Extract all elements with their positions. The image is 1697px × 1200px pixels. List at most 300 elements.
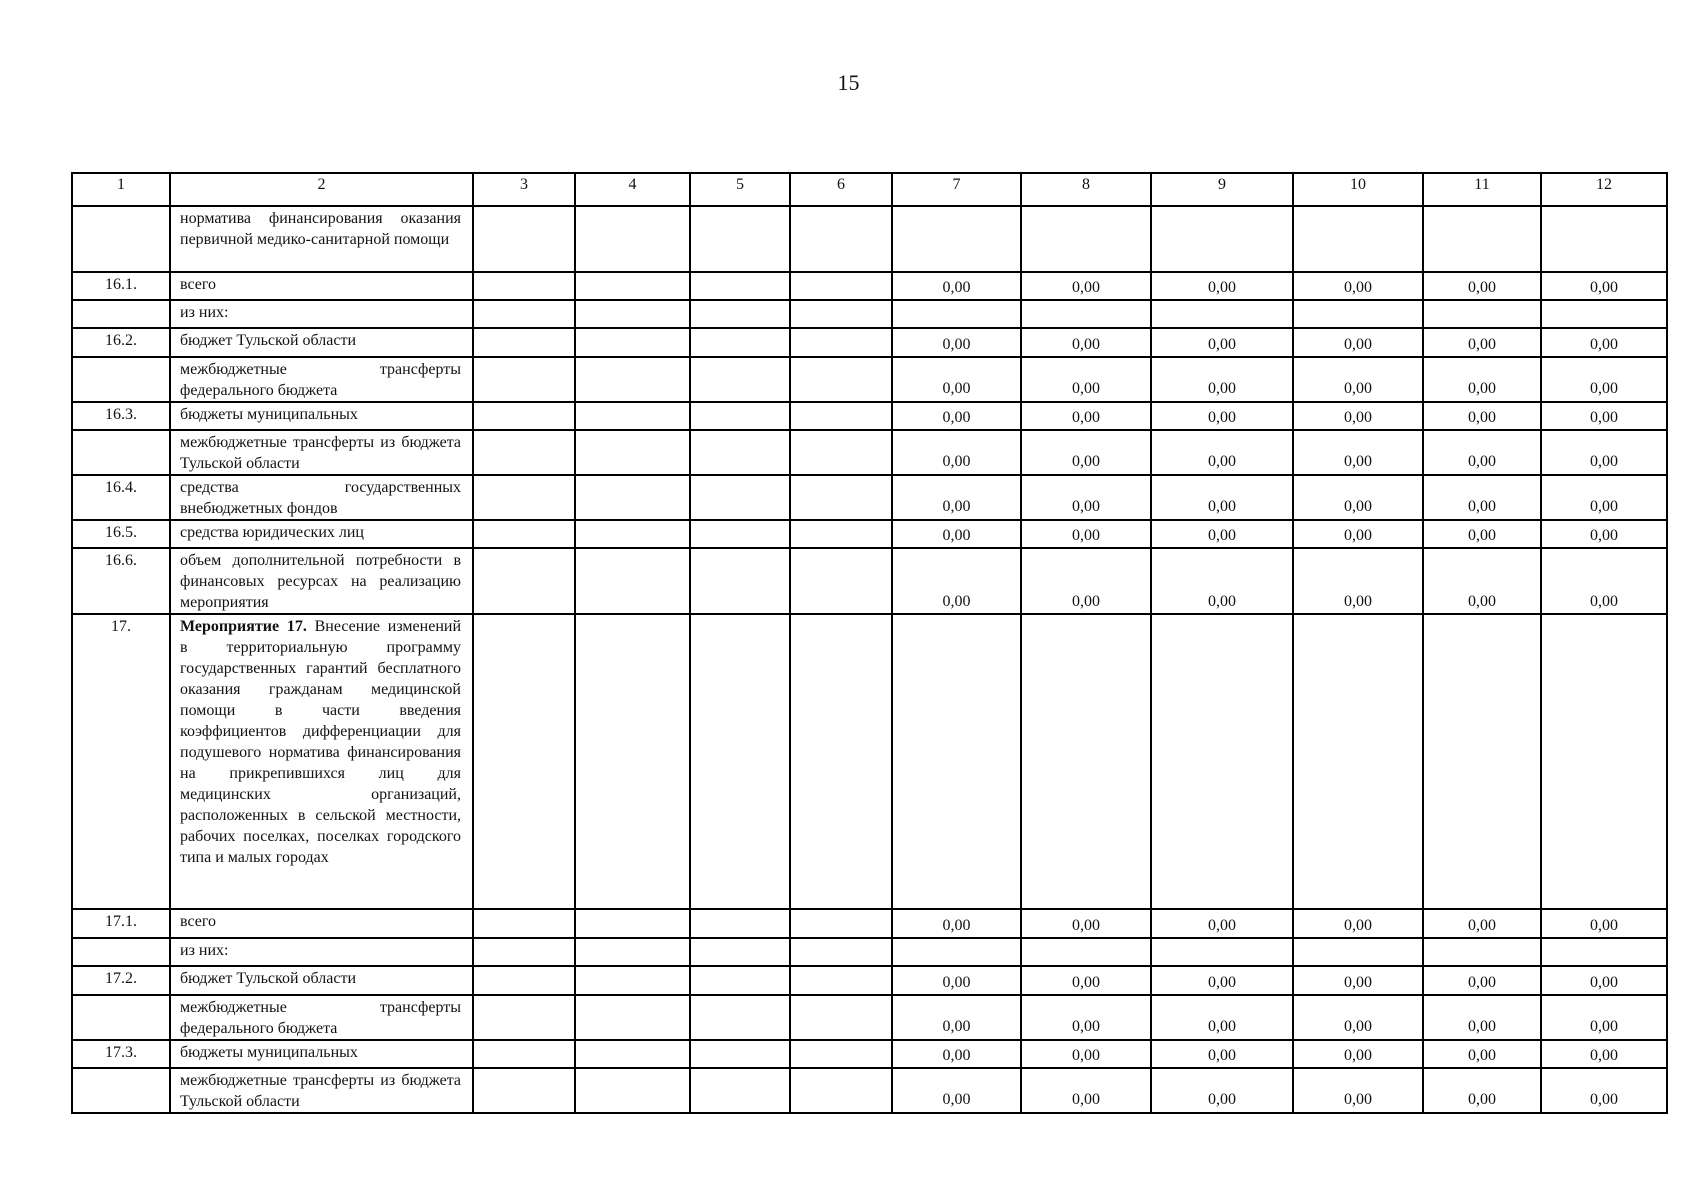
- value-text: [893, 270, 1020, 271]
- value-cell: [1423, 614, 1541, 909]
- value-cell: [1423, 1040, 1541, 1068]
- row-number: 17.3.: [72, 1040, 170, 1068]
- empty-cell: [575, 1040, 690, 1068]
- empty-cell: [690, 966, 790, 995]
- value-text: 0,00: [1072, 917, 1100, 934]
- value-cell: [1021, 520, 1151, 548]
- value-text: 0,00: [942, 453, 971, 470]
- empty-cell: [690, 1040, 790, 1068]
- value-cell: [1151, 520, 1293, 548]
- value-text: 0,00: [942, 380, 971, 397]
- column-header: 4: [575, 173, 690, 206]
- value-text: 0,00: [1344, 527, 1372, 544]
- value-text: [1152, 326, 1292, 327]
- value-cell: [1151, 938, 1293, 966]
- table-row: [72, 614, 1667, 909]
- empty-cell: [473, 1040, 575, 1068]
- description-text: средства юридических лиц: [180, 524, 364, 541]
- empty-cell: [790, 300, 892, 328]
- value-text: 0,00: [1590, 917, 1618, 934]
- empty-cell: [790, 909, 892, 938]
- value-cell: [1541, 430, 1667, 475]
- row-number: [72, 206, 170, 272]
- row-description: [170, 272, 473, 300]
- value-cell: [1541, 206, 1667, 272]
- value-cell: [892, 995, 1021, 1040]
- row-description: [170, 1040, 473, 1068]
- value-cell: [1293, 300, 1423, 328]
- column-header: 11: [1423, 173, 1541, 206]
- value-text: 0,00: [1344, 498, 1372, 515]
- value-cell: [1293, 475, 1423, 520]
- column-header: 7: [892, 173, 1021, 206]
- row-description: [170, 520, 473, 548]
- table-row: [72, 1040, 1667, 1068]
- value-text: 0,00: [1072, 1091, 1100, 1108]
- empty-cell: [690, 272, 790, 300]
- value-text: [1294, 270, 1422, 271]
- empty-cell: [690, 548, 790, 614]
- value-text: 0,00: [1590, 409, 1618, 426]
- value-cell: [892, 548, 1021, 614]
- value-text: 0,00: [1208, 527, 1236, 544]
- empty-cell: [473, 402, 575, 430]
- value-text: 0,00: [1590, 380, 1618, 397]
- description-text: бюджеты муниципальных: [180, 406, 358, 423]
- value-text: 0,00: [1072, 453, 1100, 470]
- value-cell: [1293, 614, 1423, 909]
- row-description: [170, 1068, 473, 1113]
- table-row: [72, 520, 1667, 548]
- empty-cell: [690, 1068, 790, 1113]
- empty-cell: [790, 520, 892, 548]
- row-number: 16.3.: [72, 402, 170, 430]
- row-description: [170, 614, 473, 909]
- value-cell: [892, 328, 1021, 357]
- value-cell: [892, 402, 1021, 430]
- empty-cell: [790, 206, 892, 272]
- row-number: 16.5.: [72, 520, 170, 548]
- value-text: 0,00: [1344, 593, 1372, 610]
- value-text: 0,00: [1468, 380, 1496, 397]
- value-cell: [1541, 300, 1667, 328]
- value-text: 0,00: [1208, 1091, 1236, 1108]
- value-text: [893, 964, 1020, 965]
- empty-cell: [575, 300, 690, 328]
- description-text: из них:: [180, 942, 229, 959]
- description-text: Внесение изменений в территориальную программу государственных гарантий бесплатного оказания гражданам медицинской помощи в части введения коэффициентов дифференциации для подушевого норматива финансирования на прикрепившихся лиц для медицинских организаций, расположенных в сельской местности, рабочих поселках, поселках городского типа и малых городах: [180, 618, 461, 866]
- value-cell: [1293, 995, 1423, 1040]
- value-cell: [1541, 475, 1667, 520]
- value-cell: [1423, 548, 1541, 614]
- row-description: [170, 475, 473, 520]
- value-text: 0,00: [1072, 380, 1100, 397]
- empty-cell: [690, 995, 790, 1040]
- empty-cell: [473, 938, 575, 966]
- value-text: [1294, 964, 1422, 965]
- value-text: 0,00: [1208, 453, 1236, 470]
- value-text: 0,00: [942, 498, 971, 515]
- value-cell: [1151, 206, 1293, 272]
- value-text: 0,00: [1208, 380, 1236, 397]
- value-text: 0,00: [942, 1091, 971, 1108]
- empty-cell: [575, 272, 690, 300]
- value-cell: [1541, 402, 1667, 430]
- row-description: [170, 430, 473, 475]
- value-text: 0,00: [1072, 974, 1100, 991]
- description-text: межбюджетные трансферты из бюджета Тульской области: [180, 434, 461, 472]
- table-row: [72, 1068, 1667, 1113]
- value-cell: [1423, 402, 1541, 430]
- row-description: [170, 938, 473, 966]
- empty-cell: [690, 475, 790, 520]
- value-text: 0,00: [942, 1047, 971, 1064]
- value-cell: [1151, 1068, 1293, 1113]
- value-text: 0,00: [1468, 974, 1496, 991]
- table-row: [72, 995, 1667, 1040]
- empty-cell: [690, 430, 790, 475]
- row-number: [72, 1068, 170, 1113]
- value-cell: [1541, 272, 1667, 300]
- value-cell: [1423, 206, 1541, 272]
- value-cell: [1541, 548, 1667, 614]
- value-text: 0,00: [1468, 1047, 1496, 1064]
- value-text: 0,00: [1208, 593, 1236, 610]
- value-text: 0,00: [1590, 498, 1618, 515]
- value-text: 0,00: [1468, 336, 1496, 353]
- value-text: [1022, 907, 1150, 908]
- row-description: [170, 357, 473, 402]
- activity-title: Мероприятие 17.: [180, 618, 307, 635]
- value-text: 0,00: [1344, 453, 1372, 470]
- value-text: 0,00: [1208, 917, 1236, 934]
- value-text: [1424, 326, 1540, 327]
- value-cell: [1423, 966, 1541, 995]
- value-cell: [1151, 995, 1293, 1040]
- value-text: [1152, 964, 1292, 965]
- value-text: 0,00: [1072, 527, 1100, 544]
- value-text: 0,00: [1208, 1018, 1236, 1035]
- page-number: 15: [837, 70, 860, 95]
- column-header: 12: [1541, 173, 1667, 206]
- row-number: 17.: [72, 614, 170, 909]
- empty-cell: [473, 995, 575, 1040]
- value-cell: [1541, 520, 1667, 548]
- value-cell: [1021, 1040, 1151, 1068]
- row-number: 16.4.: [72, 475, 170, 520]
- value-cell: [1293, 328, 1423, 357]
- value-cell: [892, 520, 1021, 548]
- column-header: 5: [690, 173, 790, 206]
- table-row: [72, 475, 1667, 520]
- value-text: 0,00: [1072, 1018, 1100, 1035]
- value-cell: [1151, 328, 1293, 357]
- header-row: [72, 173, 1667, 206]
- empty-cell: [575, 206, 690, 272]
- empty-cell: [575, 357, 690, 402]
- value-cell: [892, 300, 1021, 328]
- empty-cell: [690, 206, 790, 272]
- empty-cell: [473, 430, 575, 475]
- description-text: норматива финансирования оказания первичной медико-санитарной помощи: [180, 210, 461, 248]
- description-text: межбюджетные трансферты федерального бюджета: [180, 999, 461, 1037]
- value-cell: [1021, 328, 1151, 357]
- value-text: [1152, 907, 1292, 908]
- value-text: 0,00: [1344, 279, 1372, 296]
- value-text: 0,00: [1344, 380, 1372, 397]
- value-text: [1542, 964, 1666, 965]
- value-text: 0,00: [1072, 279, 1100, 296]
- empty-cell: [575, 938, 690, 966]
- value-cell: [892, 1040, 1021, 1068]
- empty-cell: [690, 520, 790, 548]
- value-text: 0,00: [942, 917, 971, 934]
- value-cell: [1021, 272, 1151, 300]
- empty-cell: [575, 548, 690, 614]
- value-text: 0,00: [1590, 974, 1618, 991]
- empty-cell: [575, 1068, 690, 1113]
- value-cell: [1151, 966, 1293, 995]
- value-cell: [1021, 995, 1151, 1040]
- empty-cell: [690, 328, 790, 357]
- value-cell: [1151, 909, 1293, 938]
- empty-cell: [575, 328, 690, 357]
- column-header: 10: [1293, 173, 1423, 206]
- value-cell: [1293, 909, 1423, 938]
- empty-cell: [575, 430, 690, 475]
- empty-cell: [575, 909, 690, 938]
- value-cell: [1423, 430, 1541, 475]
- column-header: 9: [1151, 173, 1293, 206]
- value-text: 0,00: [1590, 527, 1618, 544]
- value-cell: [1151, 614, 1293, 909]
- value-text: [1152, 270, 1292, 271]
- empty-cell: [473, 272, 575, 300]
- budget-table: [71, 172, 1668, 1114]
- value-text: 0,00: [1208, 409, 1236, 426]
- value-cell: [1021, 402, 1151, 430]
- value-cell: [1541, 614, 1667, 909]
- table-row: [72, 909, 1667, 938]
- empty-cell: [473, 328, 575, 357]
- row-number: [72, 938, 170, 966]
- description-text: межбюджетные трансферты из бюджета Тульской области: [180, 1072, 461, 1110]
- value-cell: [1021, 1068, 1151, 1113]
- empty-cell: [473, 206, 575, 272]
- empty-cell: [575, 966, 690, 995]
- empty-cell: [790, 430, 892, 475]
- value-cell: [1541, 1040, 1667, 1068]
- value-cell: [1151, 548, 1293, 614]
- value-text: 0,00: [1468, 1018, 1496, 1035]
- value-cell: [1021, 475, 1151, 520]
- value-cell: [1021, 909, 1151, 938]
- empty-cell: [575, 520, 690, 548]
- empty-cell: [575, 402, 690, 430]
- value-cell: [1021, 938, 1151, 966]
- empty-cell: [790, 272, 892, 300]
- empty-cell: [790, 1040, 892, 1068]
- empty-cell: [790, 328, 892, 357]
- row-description: [170, 328, 473, 357]
- row-number: 16.1.: [72, 272, 170, 300]
- empty-cell: [473, 548, 575, 614]
- value-text: 0,00: [1208, 279, 1236, 296]
- table-row: [72, 300, 1667, 328]
- value-cell: [892, 357, 1021, 402]
- value-cell: [892, 938, 1021, 966]
- value-cell: [1021, 300, 1151, 328]
- value-cell: [1151, 402, 1293, 430]
- value-cell: [1423, 1068, 1541, 1113]
- value-cell: [1541, 938, 1667, 966]
- row-number: 17.1.: [72, 909, 170, 938]
- empty-cell: [690, 357, 790, 402]
- value-text: [1022, 326, 1150, 327]
- row-description: [170, 206, 473, 272]
- row-number: [72, 357, 170, 402]
- value-text: [1542, 326, 1666, 327]
- empty-cell: [790, 966, 892, 995]
- value-cell: [1541, 328, 1667, 357]
- empty-cell: [790, 402, 892, 430]
- value-cell: [892, 272, 1021, 300]
- value-text: 0,00: [1590, 1091, 1618, 1108]
- value-cell: [1293, 206, 1423, 272]
- value-text: [1022, 964, 1150, 965]
- table-row: [72, 548, 1667, 614]
- value-text: 0,00: [1208, 498, 1236, 515]
- value-text: 0,00: [1468, 279, 1496, 296]
- value-text: 0,00: [1468, 527, 1496, 544]
- value-text: 0,00: [1344, 917, 1372, 934]
- value-cell: [1293, 520, 1423, 548]
- value-text: 0,00: [1590, 1018, 1618, 1035]
- row-description: [170, 402, 473, 430]
- value-text: 0,00: [942, 279, 971, 296]
- value-text: [1294, 326, 1422, 327]
- empty-cell: [790, 614, 892, 909]
- value-text: 0,00: [1344, 336, 1372, 353]
- description-text: из них:: [180, 304, 229, 321]
- row-description: [170, 548, 473, 614]
- value-text: 0,00: [1468, 1091, 1496, 1108]
- value-text: 0,00: [1208, 336, 1236, 353]
- value-text: 0,00: [1344, 409, 1372, 426]
- value-cell: [1423, 909, 1541, 938]
- value-text: 0,00: [1072, 498, 1100, 515]
- value-cell: [1293, 430, 1423, 475]
- value-cell: [892, 430, 1021, 475]
- value-text: 0,00: [1072, 336, 1100, 353]
- value-cell: [892, 909, 1021, 938]
- value-text: [1424, 907, 1540, 908]
- value-cell: [1541, 995, 1667, 1040]
- value-text: 0,00: [1072, 593, 1100, 610]
- value-text: [1294, 907, 1422, 908]
- value-cell: [1021, 357, 1151, 402]
- description-text: бюджет Тульской области: [180, 970, 357, 987]
- value-cell: [1151, 1040, 1293, 1068]
- value-text: 0,00: [1072, 1047, 1100, 1064]
- value-text: 0,00: [1344, 1091, 1372, 1108]
- value-cell: [1423, 938, 1541, 966]
- table-row: [72, 328, 1667, 357]
- value-cell: [1293, 402, 1423, 430]
- empty-cell: [473, 1068, 575, 1113]
- table-row: [72, 272, 1667, 300]
- row-description: [170, 300, 473, 328]
- value-cell: [1423, 357, 1541, 402]
- value-text: 0,00: [1468, 498, 1496, 515]
- value-cell: [1151, 357, 1293, 402]
- value-cell: [1293, 272, 1423, 300]
- value-cell: [1293, 1068, 1423, 1113]
- empty-cell: [473, 966, 575, 995]
- row-description: [170, 909, 473, 938]
- value-text: [893, 907, 1020, 908]
- row-number: [72, 995, 170, 1040]
- row-description: [170, 995, 473, 1040]
- value-text: 0,00: [1468, 409, 1496, 426]
- description-text: бюджеты муниципальных: [180, 1044, 358, 1061]
- value-cell: [1293, 548, 1423, 614]
- value-cell: [1151, 300, 1293, 328]
- value-text: [1022, 270, 1150, 271]
- value-cell: [1423, 475, 1541, 520]
- table-row: [72, 357, 1667, 402]
- empty-cell: [690, 938, 790, 966]
- value-text: 0,00: [942, 527, 971, 544]
- value-cell: [1021, 206, 1151, 272]
- value-text: 0,00: [1344, 974, 1372, 991]
- table-row: [72, 966, 1667, 995]
- value-cell: [1541, 357, 1667, 402]
- value-cell: [892, 475, 1021, 520]
- value-cell: [1151, 430, 1293, 475]
- empty-cell: [575, 475, 690, 520]
- value-cell: [1293, 1040, 1423, 1068]
- empty-cell: [473, 614, 575, 909]
- empty-cell: [473, 520, 575, 548]
- value-text: [1542, 270, 1666, 271]
- value-text: [1424, 270, 1540, 271]
- value-text: 0,00: [1344, 1047, 1372, 1064]
- table-row: [72, 402, 1667, 430]
- value-cell: [1423, 995, 1541, 1040]
- value-cell: [1423, 300, 1541, 328]
- value-text: 0,00: [1590, 1047, 1618, 1064]
- value-cell: [1423, 328, 1541, 357]
- value-cell: [1541, 1068, 1667, 1113]
- value-cell: [1423, 520, 1541, 548]
- value-text: 0,00: [942, 593, 971, 610]
- value-text: [1424, 964, 1540, 965]
- description-text: средства государственных внебюджетных фондов: [180, 479, 461, 517]
- empty-cell: [690, 614, 790, 909]
- empty-cell: [690, 300, 790, 328]
- description-text: объем дополнительной потребности в финансовых ресурсах на реализацию мероприятия: [180, 552, 461, 611]
- row-number: 16.6.: [72, 548, 170, 614]
- value-text: 0,00: [1590, 593, 1618, 610]
- value-cell: [1423, 272, 1541, 300]
- value-cell: [1541, 966, 1667, 995]
- value-cell: [1021, 614, 1151, 909]
- empty-cell: [790, 475, 892, 520]
- value-cell: [1293, 966, 1423, 995]
- value-cell: [892, 206, 1021, 272]
- row-number: 16.2.: [72, 328, 170, 357]
